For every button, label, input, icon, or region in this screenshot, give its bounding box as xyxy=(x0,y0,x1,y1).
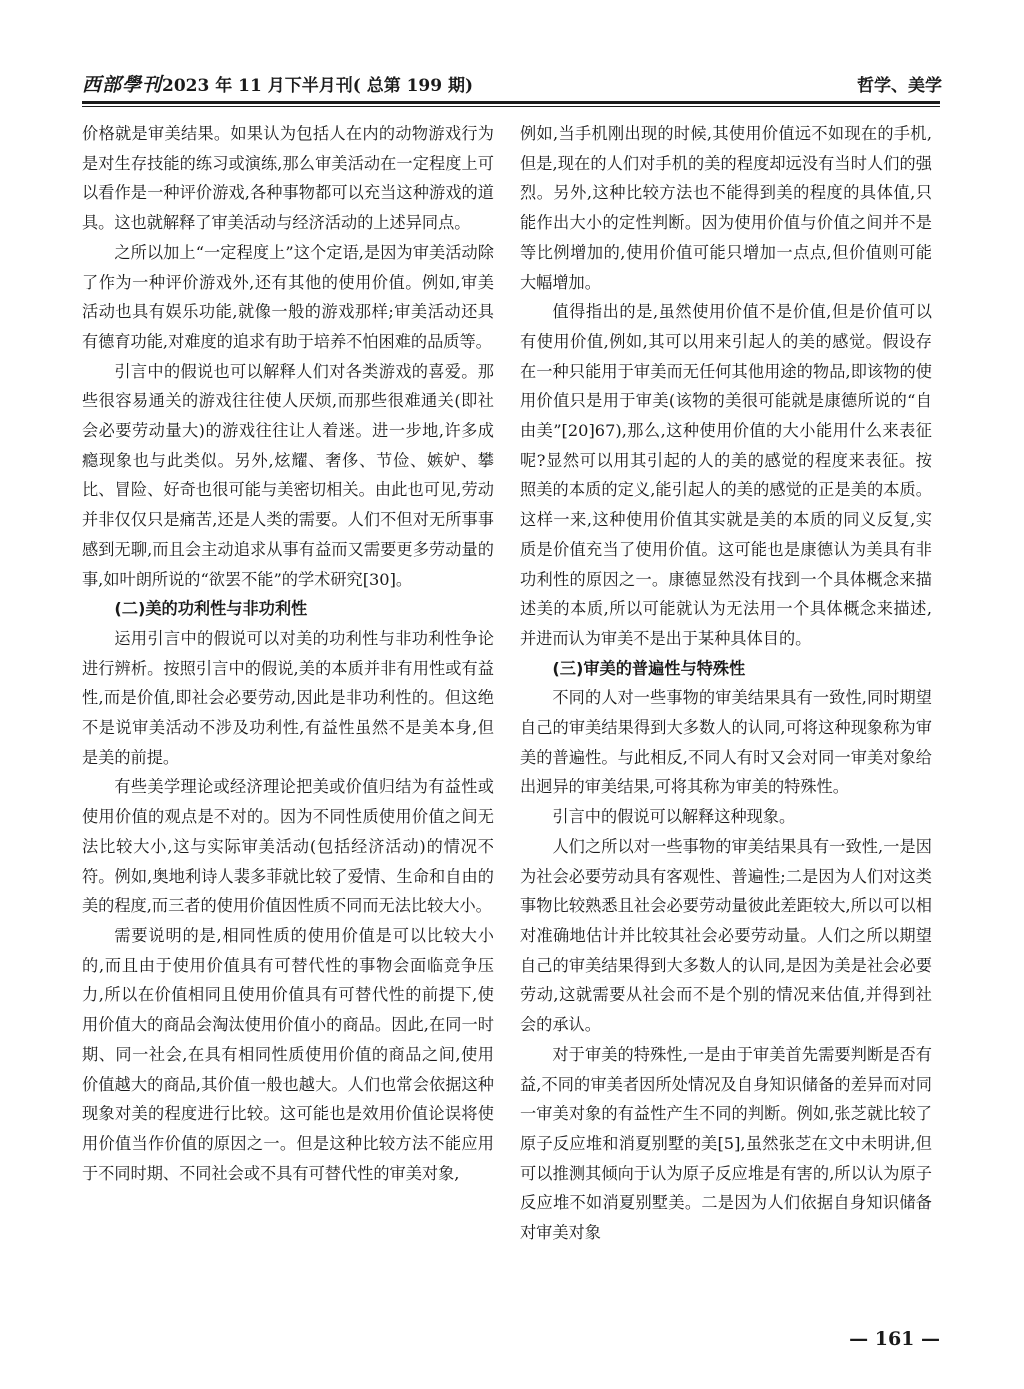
paragraph: 之所以加上“一定程度上”这个定语,是因为审美活动除了作为一种评价游戏外,还有其他的使用价值。例如,审美活动也具有娱乐功能,就像一般的游戏那样;审美活动还具有德育功能,对难度的追求有助于培养不怕困难的品质等。 xyxy=(82,242,494,351)
left-column xyxy=(82,119,494,1188)
section-title: 哲学、美学 xyxy=(857,76,942,96)
section-heading: (二)美的功利性与非功利性 xyxy=(114,599,308,619)
header-rule-thin xyxy=(82,106,940,107)
journal-logo: 西部學刊 xyxy=(82,74,163,96)
paragraph: 对于审美的特殊性,一是由于审美首先需要判断是否有益,不同的审美者因所处情况及自身知识储备的差异而对同一审美对象的有益性产生不同的判断。例如,张芝就比较了原子反应堆和消夏别墅的美[5],虽然张芝在文中未明讲,但可以推测其倾向于认为原子反应堆是有害的,所以认为原子反应堆不如消夏别墅美。二是因为人们依据自身知识储备对审美对象 xyxy=(520,1044,932,1243)
header-rule-thick xyxy=(82,101,940,104)
page-number: — 161 — xyxy=(849,1328,940,1350)
paragraph: 不同的人对一些事物的审美结果具有一致性,同时期望自己的审美结果得到大多数人的认同,可将这种现象称为审美的普遍性。与此相反,不同人有时又会对同一审美对象给出迥异的审美结果,可将其称为审美的特殊性。 xyxy=(520,688,932,797)
issue-info: 2023 年 11 月下半月刊( 总第 199 期) xyxy=(162,76,474,96)
paragraph: 值得指出的是,虽然使用价值不是价值,但是价值可以有使用价值,例如,其可以用来引起人的美的感觉。假设存在一种只能用于审美而无任何其他用途的物品,即该物的使用价值只是用于审美(该物的美很可能就是康德所说的“自由美”[20]67),那么,这种使用价值的大小能用什么来表征呢?显然可以用其引起的人的美的感觉的程度来表征。按照美的本质的定义,能引起人的美的感觉的正是美的本质。这样一来,这种使用价值其实就是美的本质的同义反复,实质是价值充当了使用价值。这可能也是康德认为美具有非功利性的原因之一。康德显然没有找到一个具体概念来描述美的本质,所以可能就认为无法用一个具体概念来描述,并进而认为审美不是出于某种具体目的。 xyxy=(520,302,932,648)
paragraph: 运用引言中的假说可以对美的功利性与非功利性争论进行辨析。按照引言中的假说,美的本质并非有用性或有益性,而是价值,即社会必要劳动,因此是非功利性的。但这绝不是说审美活动不涉及功利性,有益性虽然不是美本身,但是美的前提。 xyxy=(82,628,494,767)
paragraph: 引言中的假说可以解释这种现象。 xyxy=(552,807,796,827)
paragraph: 例如,当手机刚出现的时候,其使用价值远不如现在的手机,但是,现在的人们对手机的美的程度却远没有当时人们的强烈。另外,这种比较方法也不能得到美的程度的具体值,只能作出大小的定性判断。因为使用价值与价值之间并不是等比例增加的,使用价值可能只增加一点点,但价值则可能大幅增加。 xyxy=(520,124,932,292)
section-heading: (三)审美的普遍性与特殊性 xyxy=(552,658,746,678)
page-header xyxy=(82,60,942,100)
paragraph: 价格就是审美结果。如果认为包括人在内的动物游戏行为是对生存技能的练习或演练,那么审美活动在一定程度上可以看作是一种评价游戏,各种事物都可以充当这种游戏的道具。这也就解释了审美活动与经济活动的上述异同点。 xyxy=(82,124,494,233)
right-column xyxy=(520,119,932,1248)
paragraph: 引言中的假说也可以解释人们对各类游戏的喜爱。那些很容易通关的游戏往往使人厌烦,而那些很难通关(即社会必要劳动量大)的游戏往往让人着迷。进一步地,许多成瘾现象也与此类似。另外,炫耀、奢侈、节俭、嫉妒、攀比、冒险、好奇也很可能与美密切相关。由此也可见,劳动并非仅仅只是痛苦,还是人类的需要。人们不但对无所事事感到无聊,而且会主动追求从事有益而又需要更多劳动量的事,如叶朗所说的“欲罢不能”的学术研究[30]。 xyxy=(82,361,494,589)
paragraph: 需要说明的是,相同性质的使用价值是可以比较大小的,而且由于使用价值具有可替代性的事物会面临竞争压力,所以在价值相同且使用价值具有可替代性的前提下,使用价值大的商品会淘汰使用价值小的商品。因此,在同一时期、同一社会,在具有相同性质使用价值的商品之间,使用价值越大的商品,其价值一般也越大。人们也常会依据这种现象对美的程度进行比较。这可能也是效用价值论误将使用价值当作价值的原因之一。但是这种比较方法不能应用于不同时期、不同社会或不具有可替代性的审美对象, xyxy=(82,925,494,1183)
paragraph: 人们之所以对一些事物的审美结果具有一致性,一是因为社会必要劳动具有客观性、普遍性;二是因为人们对这类事物比较熟悉且社会必要劳动量彼此差距较大,所以可以相对准确地估计并比较其社会必要劳动量。人们之所以期望自己的审美结果得到大多数人的认同,是因为美是社会必要劳动,这就需要从社会而不是个别的情况来估值,并得到社会的承认。 xyxy=(520,836,932,1035)
paragraph: 有些美学理论或经济理论把美或价值归结为有益性或使用价值的观点是不对的。因为不同性质使用价值之间无法比较大小,这与实际审美活动(包括经济活动)的情况不符。例如,奥地利诗人裴多菲就比较了爱情、生命和自由的美的程度,而三者的使用价值因性质不同而无法比较大小。 xyxy=(82,777,494,916)
